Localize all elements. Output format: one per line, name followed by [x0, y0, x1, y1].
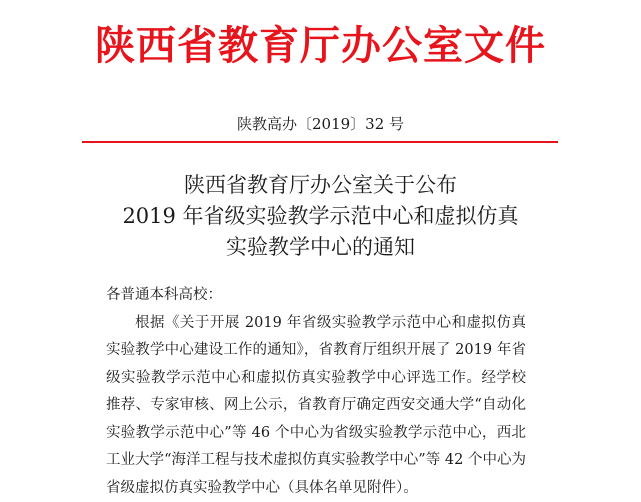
notice-title-line-3: 实验教学中心的通知 [0, 232, 641, 263]
salutation: 各普通本科高校： [106, 282, 526, 310]
masthead-title: 陕西省教育厅办公室文件 [0, 18, 641, 74]
document-number: 陕教高办〔2019〕32 号 [0, 114, 641, 134]
notice-body [106, 282, 526, 502]
notice-title-line-2: 2019 年省级实验教学示范中心和虚拟仿真 [0, 201, 641, 232]
body-paragraph: 根据《关于开展 2019 年省级实验教学示范中心和虚拟仿真实验教学中心建设工作的通知》，省教育厅组织开展了 2019 年省级实验教学示范中心和虚拟仿真实验教学中心评选工作。经学校推荐、专家审核、网上公示，省教育厅确定西安交通大学“自动化实验教学示范中心”等 46 个中心为省级实验教学示范中心，西北工业大学“海洋工程与技术虚拟仿真实验教学中心”等 42 个中心为省级虚拟仿真实验教学中心（具体名单见附件）。 [106, 310, 526, 502]
notice-title-line-1: 陕西省教育厅办公室关于公布 [0, 170, 641, 201]
red-divider-line [82, 141, 558, 143]
notice-title [0, 170, 641, 263]
